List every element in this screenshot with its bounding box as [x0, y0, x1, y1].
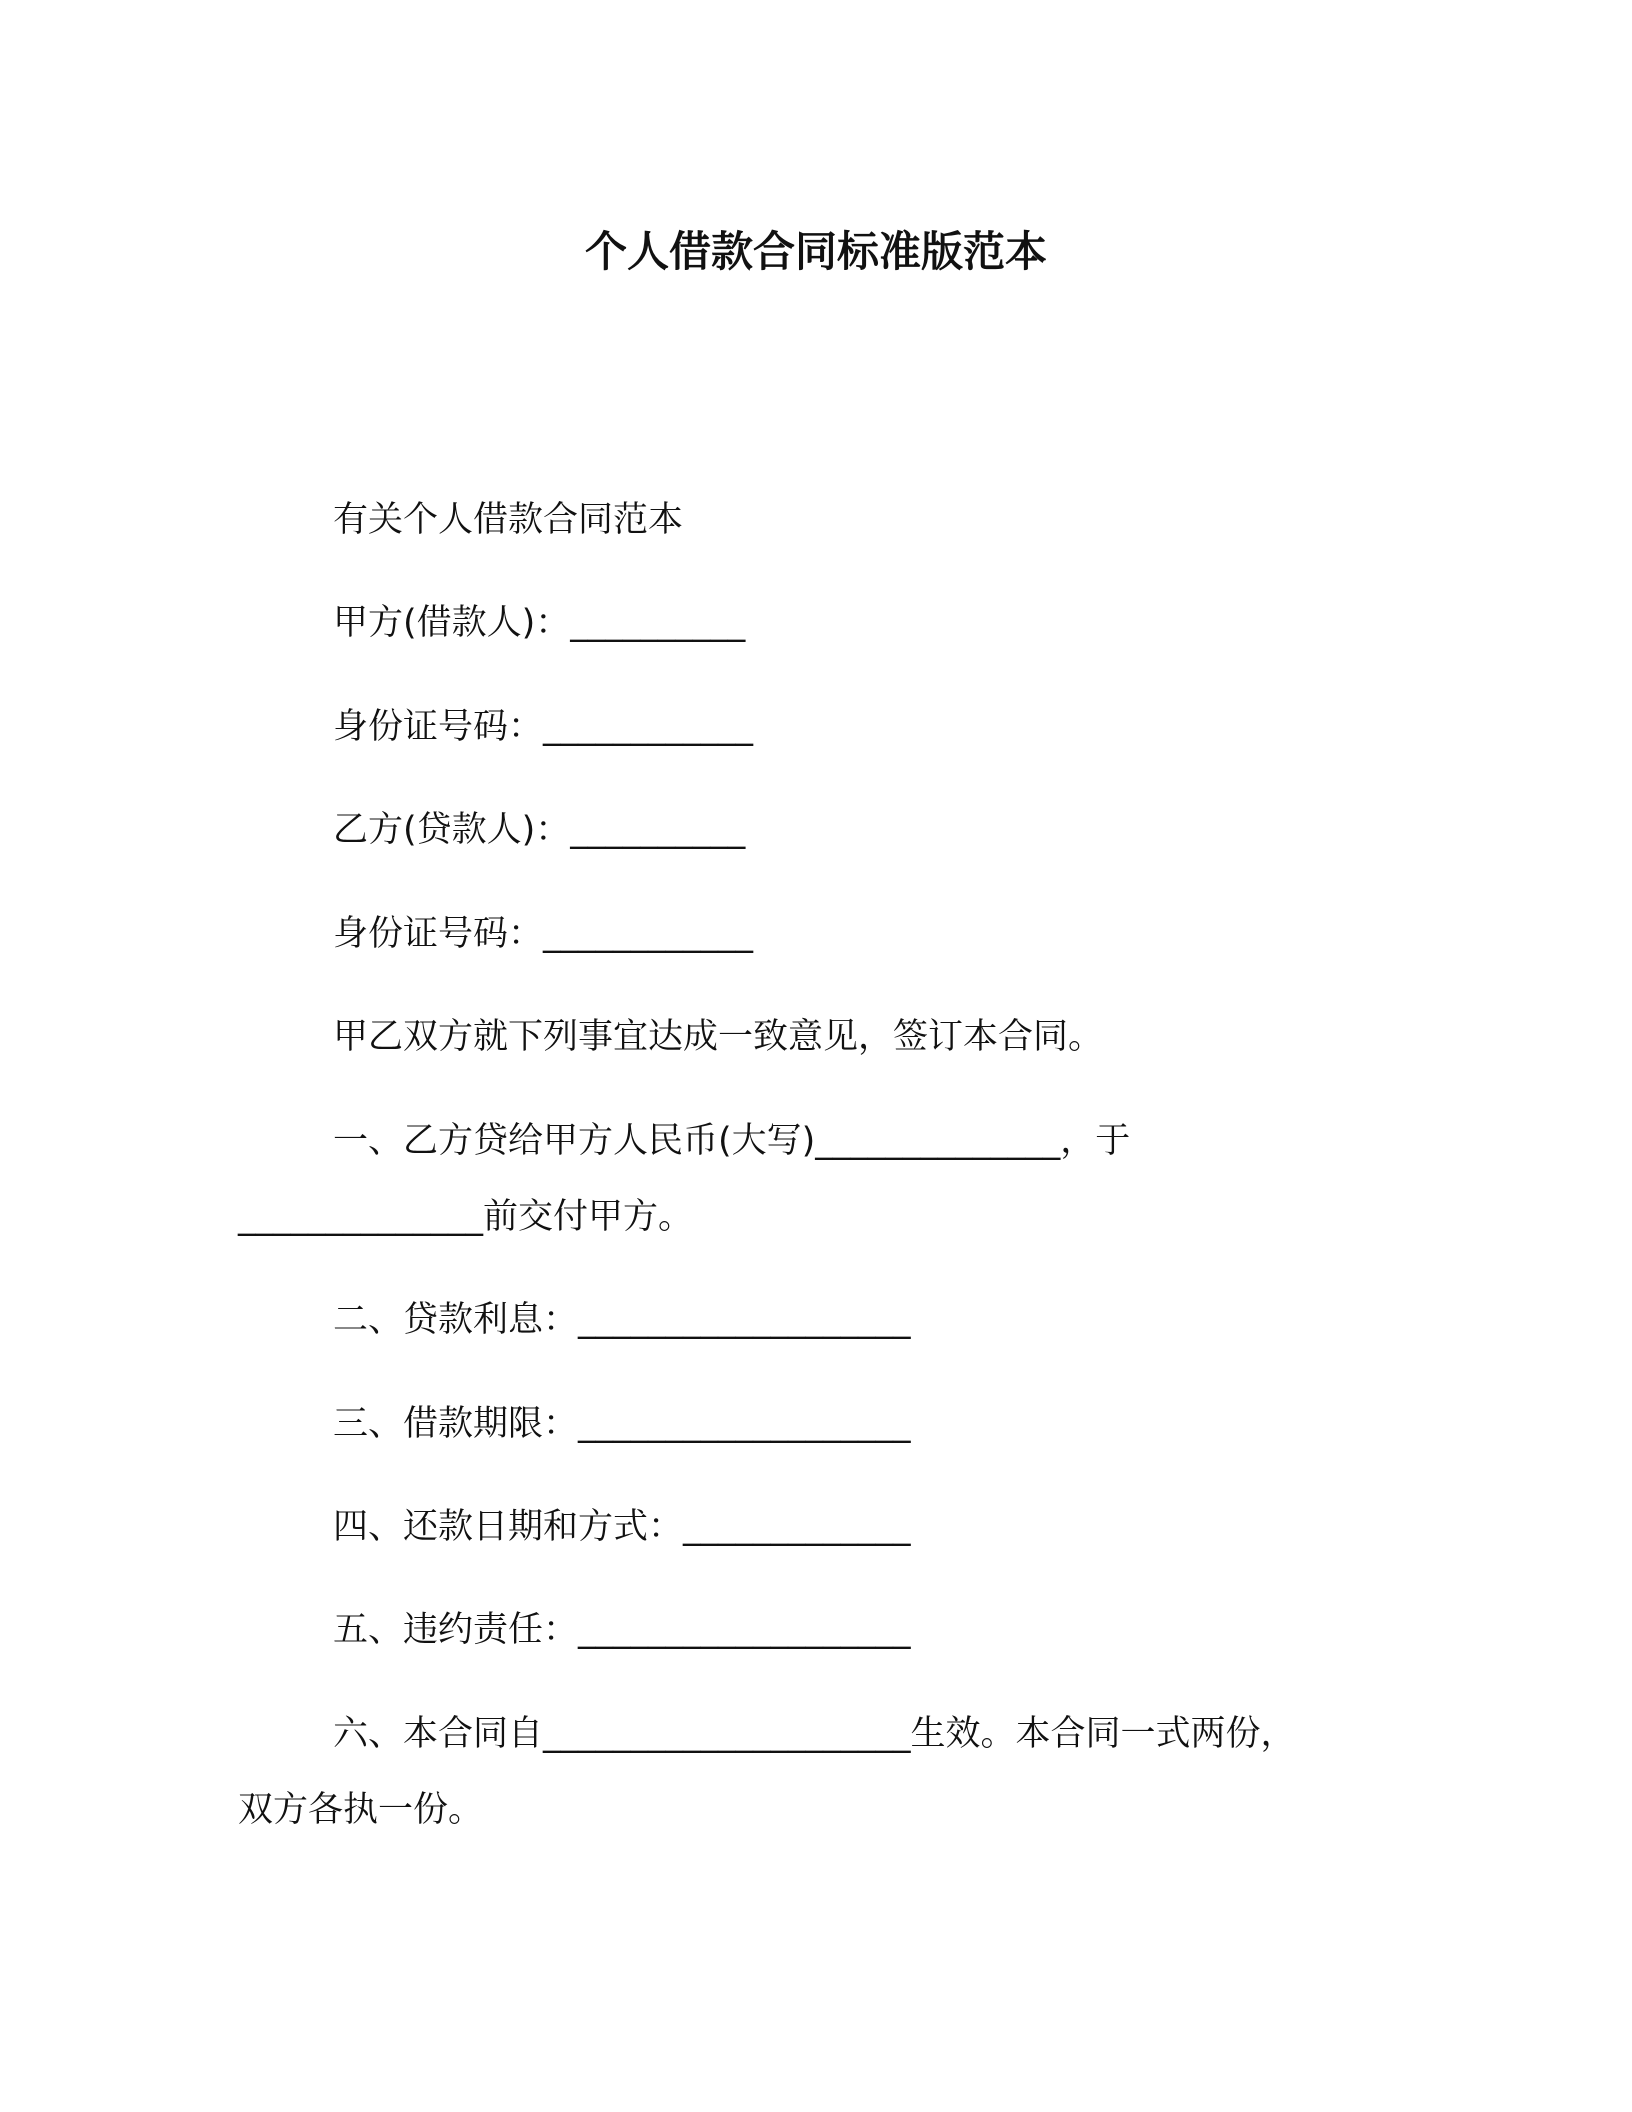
party-b-line: 乙方(贷款人)：__________ — [333, 810, 746, 850]
clause-2: 二、贷款利息：___________________ — [333, 1300, 911, 1340]
document-title: 个人借款合同标准版范本 — [584, 227, 1047, 276]
party-b-id-line: 身份证号码：____________ — [333, 914, 754, 954]
clause-5: 五、违约责任：___________________ — [333, 1610, 911, 1650]
agreement-text: 甲乙双方就下列事宜达成一致意见，签订本合同。 — [333, 1017, 1104, 1057]
clause-6-line-1: 六、本合同自_____________________生效。本合同一式两份， — [333, 1714, 1296, 1754]
clause-4: 四、还款日期和方式：_____________ — [333, 1507, 911, 1547]
subtitle: 有关个人借款合同范本 — [333, 500, 684, 540]
clause-1-line-1: 一、乙方贷给甲方人民币(大写)______________，于 — [333, 1121, 1131, 1161]
party-a-id-line: 身份证号码：____________ — [333, 707, 754, 747]
party-a-line: 甲方(借款人)：__________ — [333, 603, 746, 643]
clause-6-line-2: 双方各执一份。 — [238, 1790, 484, 1830]
clause-1-line-2: ______________前交付甲方。 — [238, 1197, 694, 1237]
clause-3: 三、借款期限：___________________ — [333, 1404, 911, 1444]
